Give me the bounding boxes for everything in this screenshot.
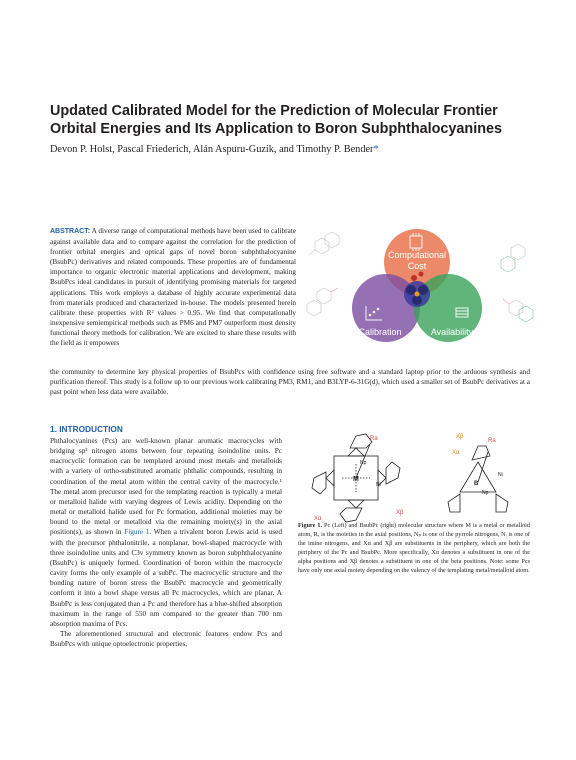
pc-np-label: Np bbox=[360, 460, 367, 466]
pc-xb-label: Xβ bbox=[396, 510, 404, 516]
intro-para1-b: . When a trivalent boron Lewis acid is used with the precursor phthalonitrile, a nonplanar, bowl-shaped macrocycle with three isoindoline units and C3v symmetry known as boron subphthalocyanine (BsubPc) is uniquely formed. Coordination of boron within the macrocycle cavity forms the only example of a subPc. The macrocyclic structure and the bonding nature of boron stress the BsubPc macrocycle and geometrically conform it into a bowl shape versus all Pc macrocycles, which are planar. A BsubPc is less conjugated than a Pc and therefore has a blue-shifted absorption maximum in the range of 550 nm compared to the greater than 700 nm absorption maxima of Pcs. bbox=[50, 528, 283, 628]
intro-paragraph-1 bbox=[50, 436, 282, 629]
abstract-continuation: the community to determine key physical properties of BsubPcs with confidence using free software and a standard laptop prior to the arduous synthesis and purification thereof. This study is a follow up to our previous work calibrating PM3, RM1, and B3LYP-6-31G(d), which used a smaller set of BsubPc derivatives at a past point when less data were available. bbox=[50, 368, 530, 397]
label-calibration: Calibration bbox=[358, 327, 402, 337]
pc-ra-label: Ra bbox=[370, 436, 378, 442]
label-computational-cost-2: Cost bbox=[407, 261, 427, 271]
section-heading-introduction: 1. INTRODUCTION bbox=[50, 424, 123, 434]
bsubpc-xb-label: Xβ bbox=[456, 434, 464, 440]
label-availability: Availability bbox=[430, 327, 474, 337]
intro-paragraph-2: The aforementioned structural and electronic features endow Pcs and BsubPcs with unique optoelectronic properties, bbox=[50, 629, 282, 649]
figure1-caption bbox=[298, 522, 530, 575]
pc-ni-label: Ni bbox=[376, 482, 381, 488]
pc-metal-label: M bbox=[353, 476, 359, 483]
figure1-caption-text: Pc (Left) and BsubPc (right) molecular structure where M is a metal or metalloid atom, Rₐ is the moieties in the axial positions, Nₚ is one of the pyrrole nitrogens, Nᵢ is one of the imine nitrogens, and Xα and Xβ are substituents in the periphery, which are both the periphery of the Pc and BsubPc. More specifically, Xα denotes a substituent in one of the alpha positions and Xβ denotes a substituent in one of the beta positions. Note: some Pcs have only one axial moiety depending on the valency of the templating metal/metalloid atom. bbox=[298, 522, 530, 574]
corresponding-author-mark[interactable]: * bbox=[373, 144, 379, 155]
bsubpc-ni-label: Ni bbox=[498, 472, 503, 478]
paper-title: Updated Calibrated Model for the Prediction of Molecular Frontier Orbital Energies and Its Application to Boron Subphthalocyanines bbox=[50, 103, 503, 137]
label-computational-cost: Computational bbox=[387, 250, 447, 260]
abstract-column bbox=[50, 226, 296, 348]
toc-graphic bbox=[302, 224, 536, 354]
bsubpc-np-label: Np bbox=[482, 490, 489, 496]
abstract-label: ABSTRACT: bbox=[50, 228, 91, 235]
intro-para1-a: Phthalocyanines (Pcs) are well-known planar aromatic macrocycles with bridging sp² nitrogen atoms between four repeating isoindoline units. Pc macrocyclic formation can be templated around most metals and metalloids with a variety of ortho-substituted aromatic phthalic compounds, resulting in coordination of the metal atom within the central cavity of the macrocycle.¹ The metal atom precursor used for the templating reaction is typically a metal or metalloid halide with varying degrees of Lewis acidity. Depending on the metal or metalloid halide used for Pc formation, additional moieties may be bound to the metal or metalloid via the remaining moiety(s) in the axial position(s), as shown in bbox=[50, 437, 282, 537]
figure1-label: Figure 1. bbox=[298, 522, 323, 529]
abstract-text-part1: A diverse range of computational methods have been used to calibrate against available data and to compare against the correlation for the prediction of frontier orbital energies and optical gaps of novel boron subphthalocyanine (BsubPc) derivatives and related compounds. These properties are of fundamental importance to organic electronic material applications and development, making BsubPcs ideal candidates in pursuit of identifying promising materials for targeted applications. This work employs a database of highly accurate experimental data from materials produced and characterized in-house. The models presented herein calibrate these properties with R² values > 0.95. We find that computationally inexpensive semiempirical methods such as PM6 and PM7 outperform most density functional theory methods for calibration. We are excited to share these results with the field as it empowers bbox=[50, 227, 296, 348]
figure1-link[interactable]: Figure 1 bbox=[124, 528, 150, 537]
bsubpc-xa-label: Xα bbox=[452, 450, 460, 456]
introduction-body bbox=[50, 436, 282, 649]
bsubpc-boron-label: B bbox=[474, 481, 479, 487]
bsubpc-ra-label: Ra bbox=[488, 438, 496, 444]
pc-xa-label: Xα bbox=[314, 516, 322, 522]
author-list bbox=[50, 144, 530, 155]
authors-text: Devon P. Holst, Pascal Friederich, Alán Aspuru-Guzik, and Timothy P. Bender bbox=[50, 144, 374, 155]
